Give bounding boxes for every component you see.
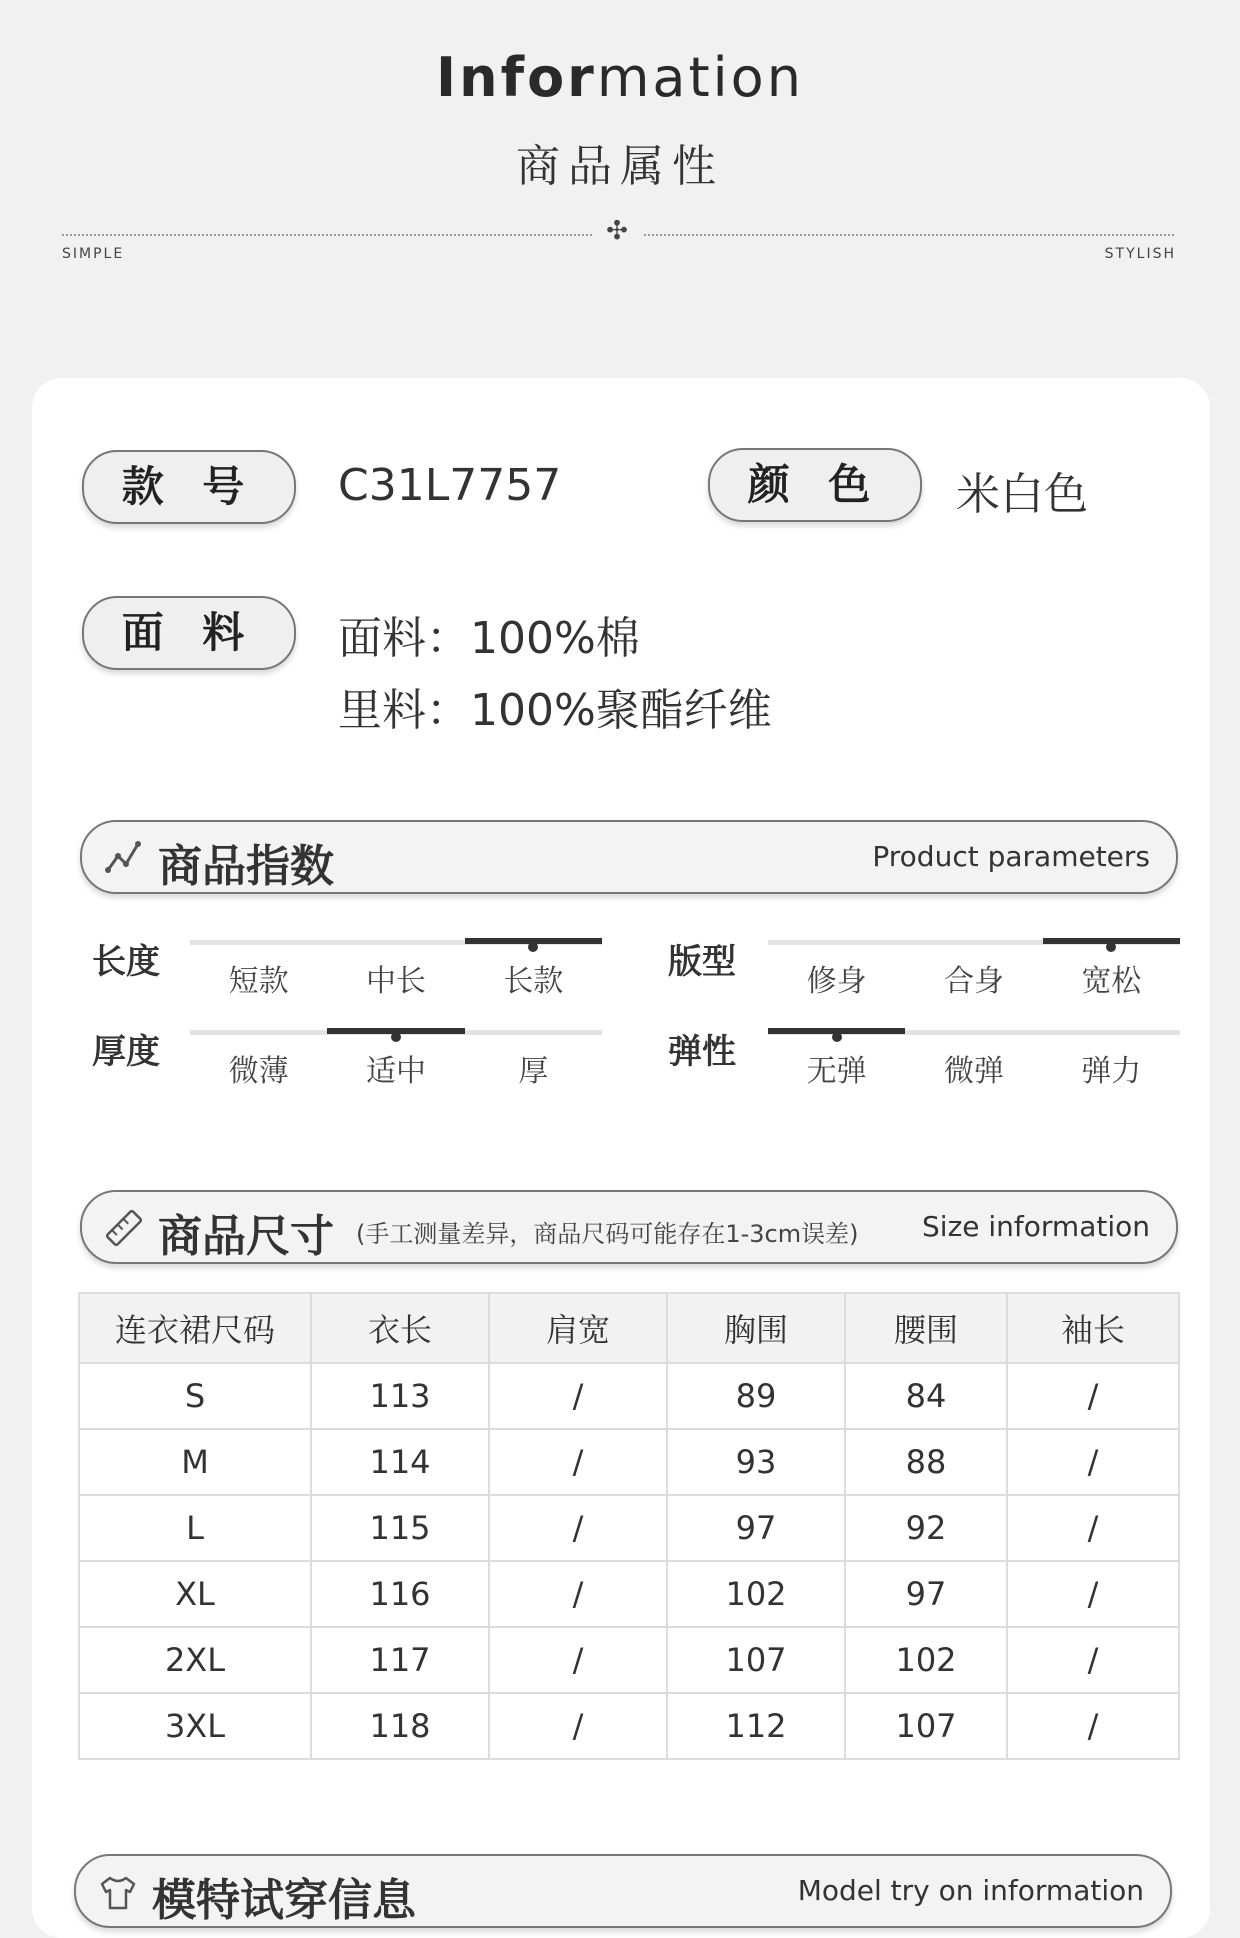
table-cell: / <box>1007 1693 1179 1759</box>
table-row <box>79 1627 1179 1693</box>
scale-option: 合身 <box>943 964 1004 999</box>
scale-option: 长款 <box>503 964 564 999</box>
style-number-value: C31L7757 <box>338 460 562 511</box>
color-value: 米白色 <box>956 469 1088 520</box>
scale-option: 无弹 <box>806 1054 867 1089</box>
fabric-label: 面 料 <box>82 596 296 670</box>
table-cell: 107 <box>845 1693 1007 1759</box>
table-cell: 102 <box>845 1627 1007 1693</box>
table-cell: 3XL <box>79 1693 311 1759</box>
table-cell: 107 <box>667 1627 845 1693</box>
scale-option: 厚 <box>518 1054 549 1089</box>
fabric-outer: 面料：100%棉 <box>338 613 640 664</box>
table-cell: 102 <box>667 1561 845 1627</box>
simple-label: SIMPLE <box>62 246 125 262</box>
size-table <box>78 1292 1180 1760</box>
scale-option: 短款 <box>228 964 289 999</box>
table-cell: S <box>79 1363 311 1429</box>
section-title-cn: 商品尺寸 <box>158 1211 334 1262</box>
stylish-label: STYLISH <box>1104 246 1176 262</box>
table-cell: 115 <box>311 1495 489 1561</box>
section-title-cn: 模特试穿信息 <box>152 1875 416 1926</box>
scale-option: 微薄 <box>228 1054 289 1089</box>
table-header: 衣长 <box>311 1293 489 1363</box>
table-header-row <box>79 1293 1179 1363</box>
table-cell: 89 <box>667 1363 845 1429</box>
table-cell: XL <box>79 1561 311 1627</box>
table-cell: / <box>489 1693 667 1759</box>
table-header: 袖长 <box>1007 1293 1179 1363</box>
section-title-en: Size information <box>922 1210 1150 1243</box>
scale-selected-marker <box>1106 942 1116 952</box>
table-header: 肩宽 <box>489 1293 667 1363</box>
cross-ornament-icon: ✣ <box>606 216 628 246</box>
table-cell: / <box>489 1363 667 1429</box>
style-number-label: 款 号 <box>82 450 296 524</box>
table-cell: L <box>79 1495 311 1561</box>
header <box>0 0 1240 300</box>
scale-option: 微弹 <box>943 1054 1004 1089</box>
length-label: 长度 <box>92 942 160 982</box>
thickness-scale <box>190 1028 602 1088</box>
fit-scale <box>768 938 1180 998</box>
fabric-lining: 里料：100%聚酯纤维 <box>338 685 772 736</box>
table-cell: / <box>489 1495 667 1561</box>
model-info-bar <box>74 1854 1172 1928</box>
table-cell: 117 <box>311 1627 489 1693</box>
scale-selected-marker <box>528 942 538 952</box>
table-cell: / <box>489 1561 667 1627</box>
section-title-en: Product parameters <box>872 840 1150 873</box>
color-label: 颜 色 <box>708 448 922 522</box>
table-row <box>79 1429 1179 1495</box>
product-parameters-bar <box>80 820 1178 894</box>
table-row <box>79 1693 1179 1759</box>
table-cell: / <box>1007 1561 1179 1627</box>
table-cell: 88 <box>845 1429 1007 1495</box>
size-information-bar <box>80 1190 1178 1264</box>
scale-selected-marker <box>832 1032 842 1042</box>
table-header: 连衣裙尺码 <box>79 1293 311 1363</box>
table-cell: 93 <box>667 1429 845 1495</box>
table-cell: 114 <box>311 1429 489 1495</box>
page-title-en: Information <box>436 46 804 109</box>
table-row <box>79 1363 1179 1429</box>
table-row <box>79 1561 1179 1627</box>
section-title-cn: 商品指数 <box>158 841 334 892</box>
table-cell: M <box>79 1429 311 1495</box>
table-cell: 97 <box>667 1495 845 1561</box>
table-header: 胸围 <box>667 1293 845 1363</box>
scale-option: 弹力 <box>1081 1054 1142 1089</box>
measurement-note: (手工测量差异，商品尺码可能存在1-3cm误差) <box>356 1220 859 1248</box>
length-scale <box>190 938 602 998</box>
divider-left <box>62 234 592 236</box>
scale-option: 宽松 <box>1081 964 1142 999</box>
ruler-icon <box>104 1208 144 1248</box>
trend-line-icon <box>104 838 144 878</box>
table-cell: 118 <box>311 1693 489 1759</box>
fit-label: 版型 <box>668 942 736 982</box>
table-cell: 92 <box>845 1495 1007 1561</box>
elasticity-scale <box>768 1028 1180 1088</box>
scale-option: 修身 <box>806 964 867 999</box>
elasticity-label: 弹性 <box>668 1032 736 1072</box>
tshirt-icon <box>98 1872 138 1912</box>
table-cell: 112 <box>667 1693 845 1759</box>
table-cell: 2XL <box>79 1627 311 1693</box>
table-row <box>79 1495 1179 1561</box>
table-cell: 116 <box>311 1561 489 1627</box>
table-cell: / <box>1007 1363 1179 1429</box>
table-cell: 113 <box>311 1363 489 1429</box>
thickness-label: 厚度 <box>92 1032 160 1072</box>
page-title-cn: 商品属性 <box>516 141 724 192</box>
table-cell: 97 <box>845 1561 1007 1627</box>
table-cell: 84 <box>845 1363 1007 1429</box>
table-cell: / <box>489 1429 667 1495</box>
section-title-en: Model try on information <box>797 1874 1144 1907</box>
table-cell: / <box>1007 1429 1179 1495</box>
scale-selected-marker <box>391 1032 401 1042</box>
divider-right <box>644 234 1174 236</box>
scale-option: 中长 <box>365 964 426 999</box>
scale-option: 适中 <box>365 1054 426 1089</box>
table-header: 腰围 <box>845 1293 1007 1363</box>
table-cell: / <box>489 1627 667 1693</box>
table-cell: / <box>1007 1495 1179 1561</box>
table-cell: / <box>1007 1627 1179 1693</box>
